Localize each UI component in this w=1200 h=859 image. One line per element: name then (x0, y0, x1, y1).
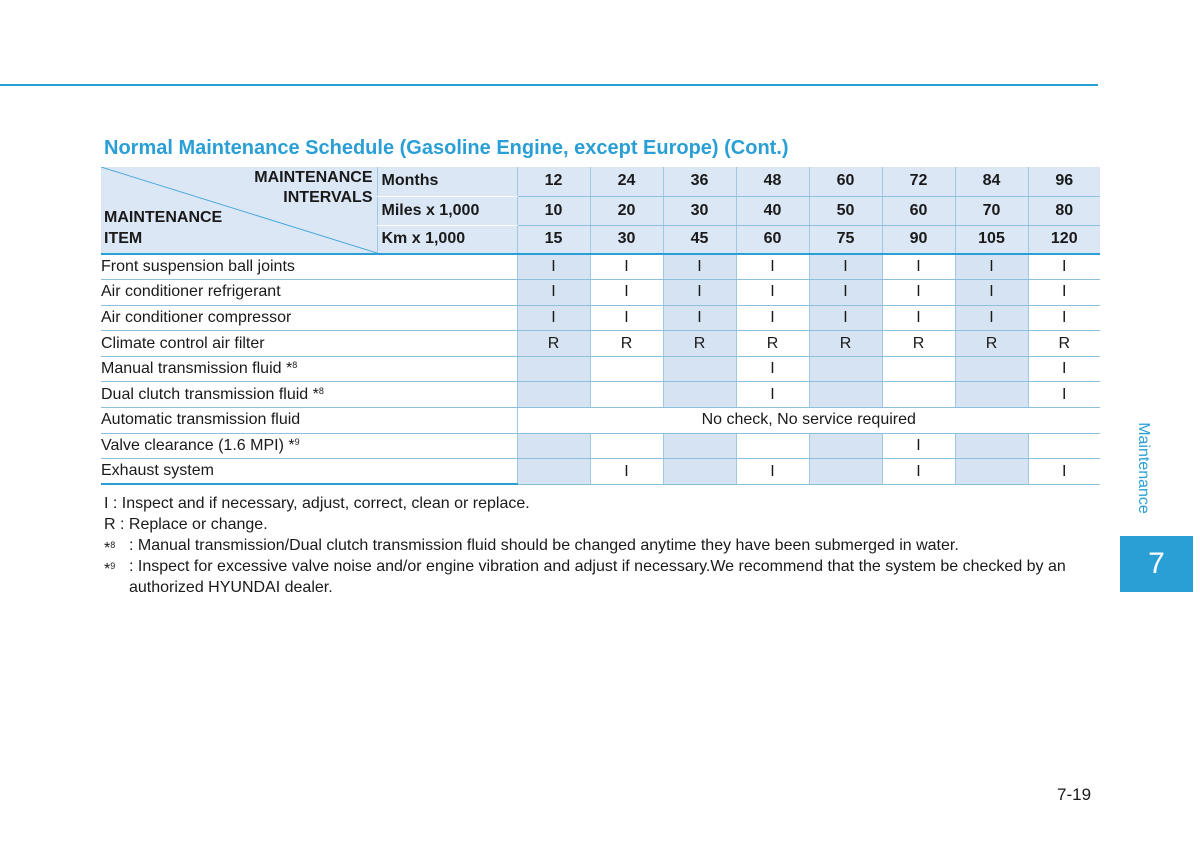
unit-label: Miles x 1,000 (377, 196, 517, 225)
notes (104, 493, 1104, 598)
unit-label: Months (377, 167, 517, 196)
schedule-cell: I (882, 254, 955, 280)
schedule-cell: I (1028, 254, 1100, 280)
table-row (101, 254, 1100, 280)
table-row (101, 382, 1100, 408)
item-label: MAINTENANCE ITEM (104, 209, 223, 247)
schedule-cell (590, 382, 663, 408)
table-row (101, 459, 1100, 485)
maintenance-item: Front suspension ball joints (101, 254, 517, 280)
interval-value: 20 (590, 196, 663, 225)
note-8-key: *$^8$ (104, 540, 116, 557)
schedule-cell: I (1028, 305, 1100, 331)
interval-value: 15 (517, 225, 590, 254)
section-title: Normal Maintenance Schedule (Gasoline Engine, except Europe) (Cont.) (104, 137, 789, 159)
interval-value: 12 (517, 167, 590, 196)
maintenance-item: Exhaust system (101, 459, 517, 485)
schedule-cell: I (590, 459, 663, 485)
interval-value: 60 (809, 167, 882, 196)
schedule-cell: I (517, 305, 590, 331)
note-8 (104, 535, 1104, 556)
schedule-cell (809, 382, 882, 408)
page-number: 7-19 (1057, 785, 1092, 804)
schedule-cell: I (809, 280, 882, 306)
schedule-cell: R (517, 331, 590, 357)
interval-value: 45 (663, 225, 736, 254)
schedule-cell (882, 382, 955, 408)
schedule-cell: I (809, 305, 882, 331)
schedule-cell (590, 433, 663, 459)
schedule-cell (736, 433, 809, 459)
schedule-cell (882, 356, 955, 382)
schedule-cell: I (882, 280, 955, 306)
maintenance-item: Manual transmission fluid *$^8$ (101, 356, 517, 382)
note-9-key: *$^9$ (104, 561, 116, 578)
interval-value: 30 (663, 196, 736, 225)
note-9 (104, 556, 1104, 598)
top-rule (0, 84, 1098, 86)
header-row-months (101, 167, 1100, 196)
schedule-cell: I (736, 280, 809, 306)
schedule-cell (663, 356, 736, 382)
schedule-cell (955, 433, 1028, 459)
schedule-cell (955, 459, 1028, 485)
schedule-cell (517, 459, 590, 485)
note-9-text: : Inspect for excessive valve noise and/or engine vibration and adjust if necessary.We recommend that the system be checked by an authorized HYUNDAI dealer. (129, 558, 1066, 596)
schedule-cell (955, 382, 1028, 408)
interval-value: 80 (1028, 196, 1100, 225)
interval-value: 50 (809, 196, 882, 225)
interval-value: 60 (882, 196, 955, 225)
interval-value: 10 (517, 196, 590, 225)
interval-value: 40 (736, 196, 809, 225)
table-row (101, 433, 1100, 459)
schedule-cell: I (882, 433, 955, 459)
interval-value: 84 (955, 167, 1028, 196)
schedule-cell (517, 433, 590, 459)
table-row (101, 331, 1100, 357)
interval-value: 70 (955, 196, 1028, 225)
schedule-cell (809, 433, 882, 459)
schedule-cell: I (517, 254, 590, 280)
maintenance-schedule-table (101, 167, 1100, 485)
maintenance-item: Automatic transmission fluid (101, 408, 517, 434)
schedule-cell: I (517, 280, 590, 306)
maintenance-item: Dual clutch transmission fluid *$^8$ (101, 382, 517, 408)
schedule-cell (517, 382, 590, 408)
table-row (101, 408, 1100, 434)
schedule-cell: I (590, 280, 663, 306)
schedule-cell: I (1028, 382, 1100, 408)
schedule-cell: I (736, 382, 809, 408)
interval-value: 96 (1028, 167, 1100, 196)
schedule-cell: R (955, 331, 1028, 357)
interval-value: 60 (736, 225, 809, 254)
schedule-cell: R (590, 331, 663, 357)
no-service-note: No check, No service required (517, 408, 1100, 434)
schedule-cell: I (1028, 280, 1100, 306)
schedule-cell (663, 459, 736, 485)
table-row (101, 305, 1100, 331)
schedule-cell: I (663, 254, 736, 280)
schedule-cell (809, 356, 882, 382)
interval-value: 120 (1028, 225, 1100, 254)
schedule-cell: I (1028, 356, 1100, 382)
schedule-cell (955, 356, 1028, 382)
interval-value: 75 (809, 225, 882, 254)
note-inspect: I : Inspect and if necessary, adjust, correct, clean or replace. (104, 495, 530, 512)
schedule-cell: I (955, 305, 1028, 331)
maintenance-item: Climate control air filter (101, 331, 517, 357)
intervals-label: MAINTENANCE INTERVALS (254, 169, 373, 206)
interval-value: 48 (736, 167, 809, 196)
schedule-cell: I (955, 254, 1028, 280)
schedule-cell: I (663, 305, 736, 331)
schedule-cell: I (590, 305, 663, 331)
schedule-cell: R (1028, 331, 1100, 357)
schedule-cell (663, 433, 736, 459)
schedule-cell (663, 382, 736, 408)
schedule-cell: I (736, 459, 809, 485)
chapter-number-tab: 7 (1120, 536, 1193, 592)
table-row (101, 356, 1100, 382)
maintenance-item: Air conditioner refrigerant (101, 280, 517, 306)
interval-value: 30 (590, 225, 663, 254)
schedule-cell: I (590, 254, 663, 280)
schedule-cell: I (663, 280, 736, 306)
schedule-cell: I (955, 280, 1028, 306)
schedule-cell: I (1028, 459, 1100, 485)
schedule-cell: I (736, 305, 809, 331)
schedule-cell (1028, 433, 1100, 459)
maintenance-item: Air conditioner compressor (101, 305, 517, 331)
chapter-side-label: Maintenance (1135, 421, 1152, 514)
schedule-cell (809, 459, 882, 485)
schedule-cell: I (736, 356, 809, 382)
schedule-cell: R (663, 331, 736, 357)
schedule-cell: I (809, 254, 882, 280)
schedule-cell (517, 356, 590, 382)
note-replace: R : Replace or change. (104, 516, 268, 533)
interval-value: 24 (590, 167, 663, 196)
maintenance-item: Valve clearance (1.6 MPI) *$^9$ (101, 433, 517, 459)
interval-value: 36 (663, 167, 736, 196)
note-8-text: : Manual transmission/Dual clutch transmission fluid should be changed anytime they have been submerged in water. (129, 537, 959, 554)
interval-value: 72 (882, 167, 955, 196)
schedule-cell: I (882, 305, 955, 331)
schedule-cell: I (882, 459, 955, 485)
schedule-cell: R (736, 331, 809, 357)
header-diagonal-cell (101, 167, 377, 254)
interval-value: 105 (955, 225, 1028, 254)
schedule-cell (590, 356, 663, 382)
schedule-cell: R (809, 331, 882, 357)
table-row (101, 280, 1100, 306)
interval-value: 90 (882, 225, 955, 254)
schedule-cell: R (882, 331, 955, 357)
unit-label: Km x 1,000 (377, 225, 517, 254)
schedule-cell: I (736, 254, 809, 280)
